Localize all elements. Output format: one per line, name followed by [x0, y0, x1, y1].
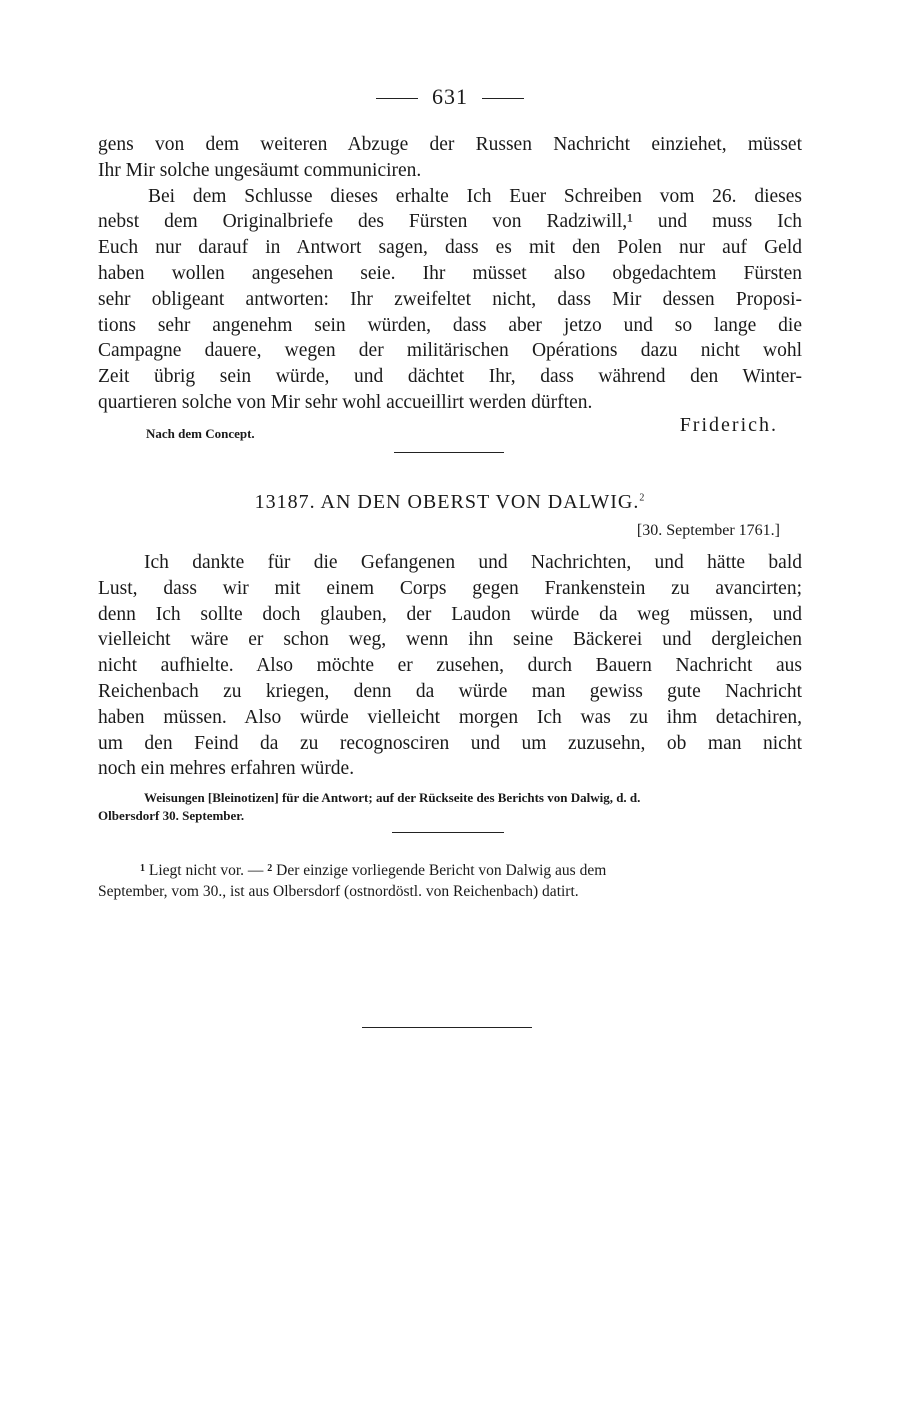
- text-line: um den Feind da zu recognosciren und um zuzusehn, ob man nicht: [98, 732, 802, 754]
- text-line: haben wollen angesehen seie. Ihr müsset also obgedachtem Fürsten: [98, 262, 802, 284]
- text-line: nicht aufhielte. Also möchte er zusehen, durch Bauern Nachricht aus: [98, 655, 802, 677]
- footnote-line: September, vom 30., ist aus Olbersdorf (ostnordöstl. von Reichenbach) datirt.: [98, 883, 579, 900]
- text-line: Ihr Mir solche ungesäumt communiciren.: [98, 159, 422, 181]
- text-line: Euch nur darauf in Antwort sagen, dass es mit den Polen nur auf Geld: [98, 237, 802, 259]
- text-line: vielleicht wäre er schon weg, wenn ihn seine Bäckerei und dergleichen: [98, 629, 802, 651]
- page-number: 631: [432, 84, 468, 109]
- text-line: sehr obligeant antworten: Ihr zweifeltet nicht, dass Mir dessen Proposi-: [98, 288, 802, 310]
- header-rule-left: [376, 98, 418, 99]
- footnote-line: [98, 858, 802, 881]
- source-note-line: Weisungen [Bleinotizen] für die Antwort; auf der Rückseite des Berichts von Dalwig, d. d.: [144, 790, 641, 805]
- source-note: [98, 789, 802, 825]
- footnote-mark: 1: [140, 863, 145, 874]
- letter-body: [98, 550, 802, 782]
- letter-continuation: [98, 132, 802, 416]
- text-line: Bei dem Schlusse dieses erhalte Ich Euer Schreiben vom 26. dieses: [148, 185, 802, 207]
- footnote-ref: 2: [639, 492, 646, 504]
- letter-paragraph: [98, 550, 802, 782]
- text-line: haben müssen. Also würde vielleicht morgen Ich was zu ihm detachiren,: [98, 706, 802, 728]
- text-line: Lust, dass wir mit einem Corps gegen Frankenstein zu avancirten;: [98, 577, 802, 599]
- text-line: noch ein mehres erfahren würde.: [98, 758, 355, 780]
- text-line: denn Ich sollte doch glauben, der Laudon würde da weg müssen, und: [98, 603, 802, 625]
- letter-date: [30. September 1761.]: [636, 522, 780, 539]
- text-line: quartieren solche von Mir sehr wohl accueillirt werden dürften.: [98, 391, 593, 413]
- footnote-divider: [392, 832, 504, 833]
- section-divider: [394, 452, 504, 453]
- header-rule-right: [482, 98, 524, 99]
- text-line: tions sehr angenehm sein würden, dass aber jetzo und so lange die: [98, 314, 802, 336]
- footnote-mark: 2: [267, 863, 273, 874]
- body-paragraph: [98, 184, 802, 416]
- text-line: gens von dem weiteren Abzuge der Russen Nachricht einziehet, müsset: [98, 134, 802, 155]
- concept-note: Nach dem Concept.: [146, 426, 255, 441]
- signature-row: [98, 414, 778, 444]
- page-header: [0, 84, 900, 110]
- footnotes: [98, 858, 802, 902]
- source-note-line: Olbersdorf 30. September.: [98, 808, 245, 823]
- letter-heading: [0, 491, 900, 514]
- text-line: Reichenbach zu kriegen, denn da würde man gewiss gute Nachricht: [98, 680, 802, 702]
- text-line: Zeit übrig sein würde, und dächtet Ihr, dass während den Winter-: [98, 366, 802, 388]
- letter-number: 13187.: [254, 491, 316, 513]
- text-line: Campagne dauere, wegen der militärischen Opérations dazu nicht wohl: [98, 340, 802, 362]
- footnote-text: Liegt nicht vor. —: [148, 862, 264, 879]
- letter-title: AN DEN OBERST VON DALWIG.: [320, 491, 640, 513]
- signature: Friderich.: [679, 414, 778, 436]
- text-line: Ich dankte für die Gefangenen und Nachrichten, und hätte bald: [144, 552, 802, 573]
- footnote-text: Der einzige vorliegende Bericht von Dalwig aus dem: [276, 862, 607, 879]
- continuation-paragraph: [98, 132, 802, 184]
- text-line: nebst dem Originalbriefe des Fürsten von Radziwill,¹ und muss Ich: [98, 211, 802, 233]
- page-end-rule: [362, 1027, 532, 1028]
